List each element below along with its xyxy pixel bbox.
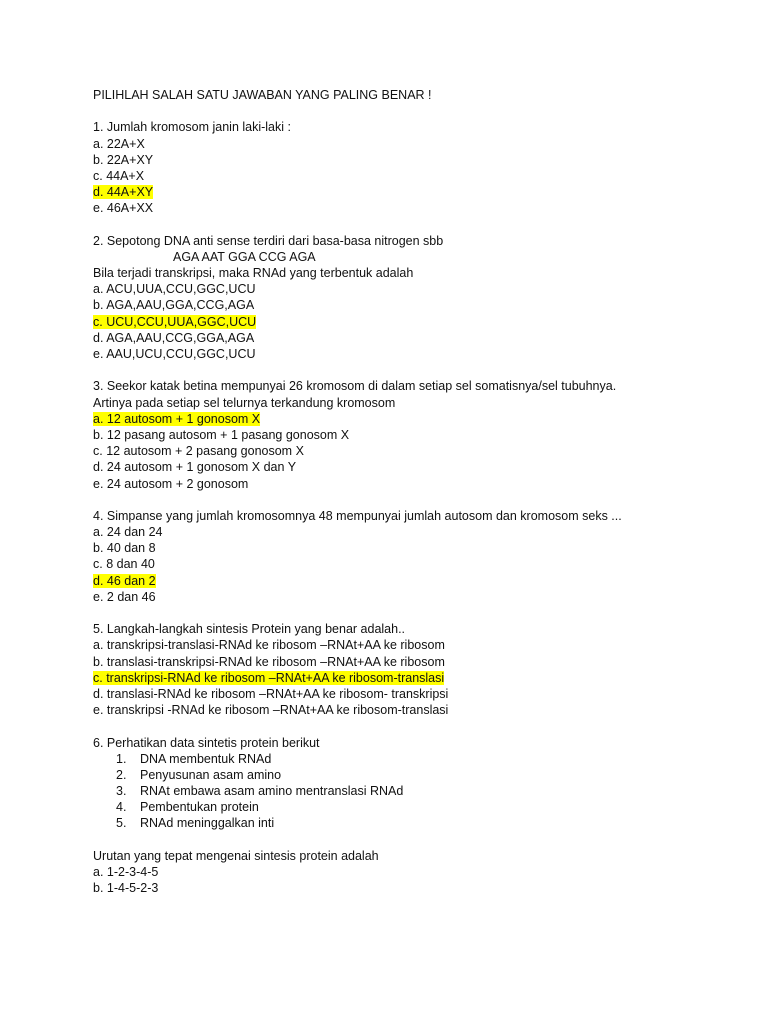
- question-text: 6. Perhatikan data sintetis protein berikut: [93, 735, 320, 750]
- question-text: 5. Langkah-langkah sintesis Protein yang benar adalah..: [93, 622, 406, 637]
- question-followup: Bila terjadi transkripsi, maka RNAd yang terbentuk adalah: [93, 266, 414, 281]
- option-e: e. 46A+XX: [93, 201, 154, 216]
- item-text: RNAt embawa asam amino mentranslasi RNAd: [140, 784, 404, 799]
- option-b: b. translasi-transkripsi-RNAd ke ribosom –RNAt+AA ke ribosom: [93, 654, 445, 669]
- option-a: a. 1-2-3-4-5: [93, 865, 159, 879]
- item-number: 5.: [116, 816, 127, 831]
- option-b: b. 40 dan 8: [93, 541, 156, 556]
- option-c: c. 44A+X: [93, 168, 145, 183]
- item-text: DNA membentuk RNAd: [140, 751, 272, 766]
- question-text: 2. Sepotong DNA anti sense terdiri dari basa-basa nitrogen sbb: [93, 233, 444, 248]
- option-e: e. transkripsi -RNAd ke ribosom –RNAt+AA ke ribosom-translasi: [93, 703, 449, 718]
- option-a-correct: [93, 411, 733, 427]
- option-d-correct: [93, 184, 733, 200]
- option-e: e. 24 autosom + 2 gonosom: [93, 476, 249, 491]
- option-b: b. 22A+XY: [93, 152, 154, 167]
- option-d-correct: [93, 573, 733, 589]
- question-6: [93, 735, 733, 897]
- option-d: d. translasi-RNAd ke ribosom –RNAt+AA ke ribosom- transkripsi: [93, 686, 449, 701]
- item-number: 1.: [116, 751, 127, 766]
- item-number: 3.: [116, 784, 127, 799]
- spacer: [93, 217, 733, 233]
- dna-sequence: AGA AAT GGA CCG AGA: [173, 249, 316, 264]
- option-e: e. AAU,UCU,CCU,GGC,UCU: [93, 347, 256, 361]
- option-c: c. 12 autosom + 2 pasang gonosom X: [93, 444, 304, 459]
- spacer: [93, 362, 733, 378]
- spacer: [93, 832, 733, 848]
- question-text: 3. Seekor katak betina mempunyai 26 kromosom di dalam setiap sel somatisnya/sel tubuhnya.: [93, 379, 617, 394]
- question-5: [93, 621, 733, 718]
- highlighted-answer: d. 44A+XY: [93, 185, 154, 200]
- question-1: [93, 119, 733, 216]
- spacer: [93, 103, 733, 119]
- numbered-item: [93, 799, 733, 815]
- page-title: PILIHLAH SALAH SATU JAWABAN YANG PALING BENAR !: [93, 88, 432, 102]
- highlighted-answer: c. transkripsi-RNAd ke ribosom –RNAt+AA ke ribosom-translasi: [93, 670, 445, 685]
- option-a: a. transkripsi-translasi-RNAd ke ribosom –RNAt+AA ke ribosom: [93, 638, 445, 653]
- highlighted-answer: c. UCU,CCU,UUA,GGC,UCU: [93, 314, 257, 329]
- document-page: [93, 87, 733, 896]
- option-a: a. 22A+X: [93, 136, 145, 151]
- numbered-item: [93, 815, 733, 831]
- item-text: RNAd meninggalkan inti: [140, 816, 275, 831]
- item-number: 4.: [116, 800, 127, 815]
- numbered-item: [93, 783, 733, 799]
- question-3: [93, 378, 733, 491]
- spacer: [93, 605, 733, 621]
- question-followup: Urutan yang tepat mengenai sintesis protein adalah: [93, 848, 379, 863]
- option-c-correct: [93, 670, 733, 686]
- option-b: b. AGA,AAU,GGA,CCG,AGA: [93, 298, 255, 313]
- question-4: [93, 508, 733, 605]
- option-a: a. 24 dan 24: [93, 525, 163, 540]
- option-a: a. ACU,UUA,CCU,GGC,UCU: [93, 282, 256, 297]
- item-number: 2.: [116, 767, 127, 782]
- highlighted-answer: a. 12 autosom + 1 gonosom X: [93, 411, 261, 426]
- option-e: e. 2 dan 46: [93, 589, 156, 604]
- question-2: [93, 233, 733, 363]
- numbered-item: [93, 751, 733, 767]
- highlighted-answer: d. 46 dan 2: [93, 573, 156, 588]
- numbered-item: [93, 767, 733, 783]
- item-text: Pembentukan protein: [140, 800, 259, 815]
- option-c: c. 8 dan 40: [93, 557, 155, 572]
- option-c-correct: [93, 314, 733, 330]
- option-b: b. 12 pasang autosom + 1 pasang gonosom X: [93, 427, 350, 442]
- option-d: d. AGA,AAU,CCG,GGA,AGA: [93, 330, 255, 345]
- spacer: [93, 492, 733, 508]
- spacer: [93, 718, 733, 734]
- option-d: d. 24 autosom + 1 gonosom X dan Y: [93, 460, 297, 475]
- item-text: Penyusunan asam amino: [140, 767, 282, 782]
- question-text: 4. Simpanse yang jumlah kromosomnya 48 mempunyai jumlah autosom dan kromosom seks ...: [93, 508, 622, 523]
- option-b: b. 1-4-5-2-3: [93, 881, 159, 896]
- question-followup: Artinya pada setiap sel telurnya terkandung kromosom: [93, 395, 396, 410]
- question-text: 1. Jumlah kromosom janin laki-laki :: [93, 120, 291, 135]
